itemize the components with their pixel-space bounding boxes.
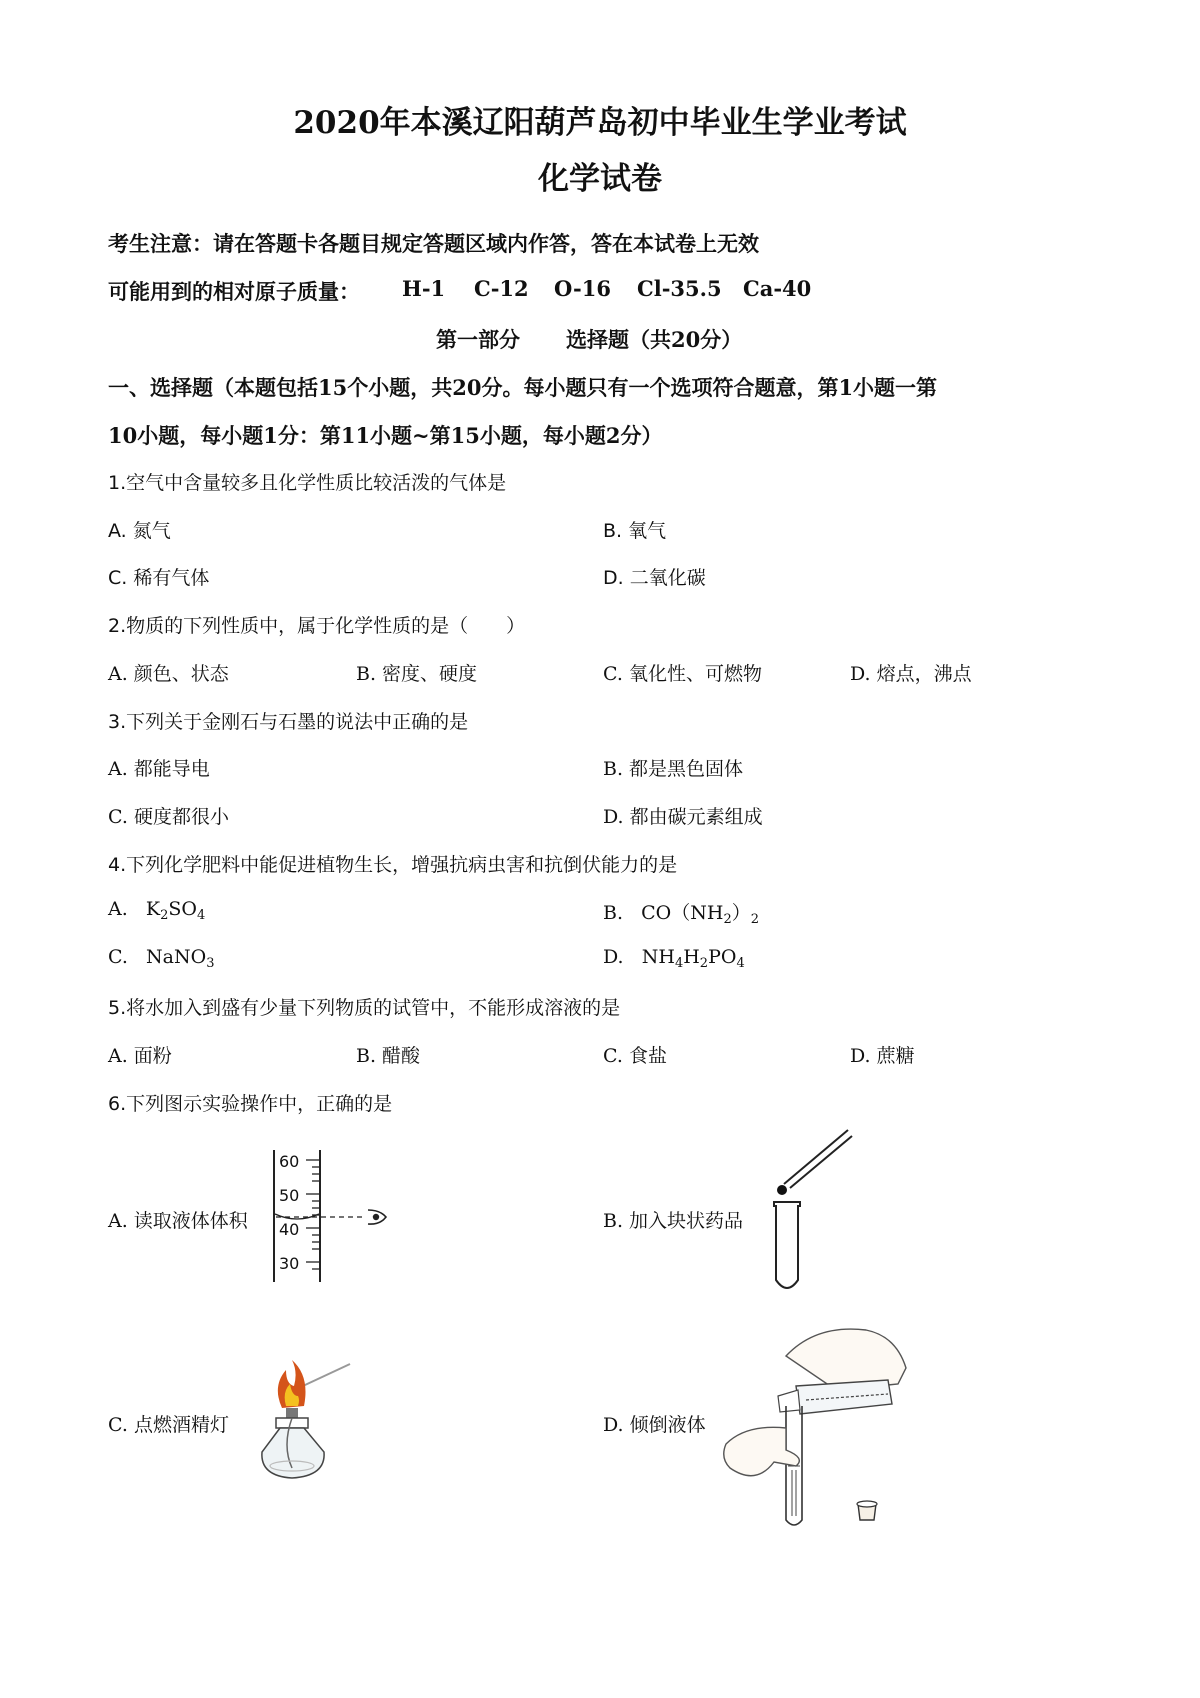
formula-part: NH [641,946,675,968]
section-heading-line2: 10小题，每小题1分：第11小题~第15小题，每小题2分） [108,423,663,448]
test-tube-forceps-figure [770,1128,870,1298]
question-4-stem: 4.下列化学肥料中能促进植物生长，增强抗病虫害和抗倒伏能力的是 [108,854,678,876]
question-2-option-a: A. 颜色、状态 [108,663,229,685]
formula-subscript: 4 [736,956,745,971]
question-2-option-d: D. 熔点，沸点 [850,663,972,685]
question-5-option-b: B. 醋酸 [356,1045,421,1067]
question-4-option-c [108,946,214,971]
formula-part: SO [168,898,197,920]
question-2-option-c: C. 氧化性、可燃物 [603,663,762,685]
question-4-option-d [603,946,745,971]
atomic-mass-h: H-1 [402,276,446,301]
formula-part: ） [731,902,751,924]
question-6-option-d: D. 倾倒液体 [603,1414,706,1436]
question-1-option-a: A. 氮气 [108,520,171,542]
formula-subscript: 3 [206,956,215,971]
exam-subtitle: 化学试卷 [538,161,662,197]
question-6-option-a: A. 读取液体体积 [108,1210,248,1232]
formula-subscript: 2 [160,908,169,923]
question-1-stem: 1.空气中含量较多且化学性质比较活泼的气体是 [108,472,507,494]
question-6-option-b: B. 加入块状药品 [603,1210,744,1232]
question-5-option-d: D. 蔗糖 [850,1045,915,1067]
formula-subscript: 4 [674,956,684,971]
option-letter: B. [603,902,624,924]
question-6-option-c: C. 点燃酒精灯 [108,1414,229,1436]
formula-subscript: 2 [750,912,760,927]
formula-part: NaNO [146,946,207,968]
question-1-option-d: D. 二氧化碳 [603,567,706,589]
question-6-stem: 6.下列图示实验操作中，正确的是 [108,1093,393,1115]
question-4-option-b [603,898,759,927]
exam-title: 2020年本溪辽阳葫芦岛初中毕业生学业考试 [293,105,907,141]
question-5-option-c: C. 食盐 [603,1045,667,1067]
atomic-masses-label: 可能用到的相对原子质量： [108,279,360,304]
cylinder-tick-50: 50 [279,1186,300,1205]
atomic-mass-ca: Ca-40 [743,276,812,301]
option-letter: D. [603,946,624,968]
option-letter: A. [108,898,128,920]
question-4-option-a [108,898,205,923]
atomic-mass-c: C-12 [474,276,529,301]
formula-part: K [145,898,161,920]
part1-heading: 第一部分 [436,327,520,352]
alcohol-lamp-figure [252,1356,362,1486]
question-3-option-d: D. 都由碳元素组成 [603,806,763,828]
cylinder-tick-60: 60 [279,1152,300,1171]
section-heading-line1: 一、选择题（本题包括15个小题，共20分。每小题只有一个选项符合题意，第1小题一第 [108,375,938,400]
cylinder-tick-30: 30 [279,1254,300,1273]
atomic-mass-o: O-16 [554,276,612,301]
question-3-stem: 3.下列关于金刚石与石墨的说法中正确的是 [108,711,469,733]
question-5-stem: 5.将水加入到盛有少量下列物质的试管中，不能形成溶液的是 [108,997,621,1019]
formula-subscript: 2 [699,956,709,971]
question-1-option-b: B. 氧气 [603,520,667,542]
question-2-stem: 2.物质的下列性质中，属于化学性质的是（ ） [108,615,526,637]
cylinder-tick-40: 40 [279,1220,300,1239]
formula-part: H [683,946,700,968]
exam-notice: 考生注意：请在答题卡各题目规定答题区域内作答，答在本试卷上无效 [108,231,759,256]
question-1-option-c: C. 稀有气体 [108,567,210,589]
question-5-option-a: A. 面粉 [108,1045,172,1067]
formula-subscript: 4 [196,908,206,923]
question-2-option-b: B. 密度、硬度 [356,663,478,685]
formula-subscript: 2 [723,912,732,927]
part1-type: 选择题（共20分） [566,327,743,352]
atomic-mass-cl: Cl-35.5 [637,276,722,301]
formula-part: PO [708,946,737,968]
question-3-option-a: A. 都能导电 [108,758,210,780]
pouring-liquid-figure [716,1316,916,1536]
question-3-option-c: C. 硬度都很小 [108,806,229,828]
option-letter: C. [108,946,128,968]
formula-part: CO（NH [641,902,724,924]
question-3-option-b: B. 都是黑色固体 [603,758,744,780]
